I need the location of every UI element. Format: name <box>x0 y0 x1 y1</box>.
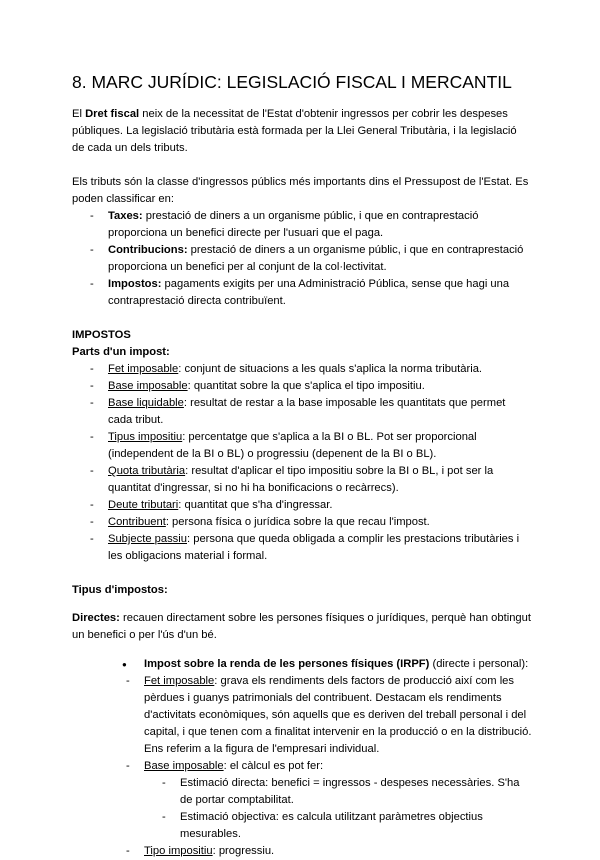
intro-post: neix de la necessitat de l'Estat d'obtenir ingressos per cobrir les despeses públiques. La legislació tributària està formada per la Llei General Tributària, i la legislació de cada un dels tributs. <box>72 108 517 154</box>
list-item <box>72 395 532 429</box>
term: Directes: <box>72 612 120 624</box>
definition: : quantitat sobre la que s'aplica el tipo impositiu. <box>187 380 425 392</box>
list-item <box>72 378 532 395</box>
impostos-heading <box>72 327 532 344</box>
heading-text: IMPOSTOS <box>72 329 131 341</box>
intro-pre: El <box>72 108 86 120</box>
heading-text: Parts d'un impost: <box>72 346 170 358</box>
parts-list <box>72 361 532 565</box>
definition: pagaments exigits per una Administració Pública, sense que hagi una contraprestació directa contribuïent. <box>108 278 510 307</box>
term: Impostos: <box>108 278 162 290</box>
term: Base imposable <box>144 760 224 772</box>
heading-text: Tipus d'impostos: <box>72 584 168 596</box>
list-item <box>72 276 532 310</box>
term: Quota tributària <box>108 465 186 477</box>
list-item <box>72 673 532 758</box>
list-item <box>72 843 532 860</box>
term: Tipus impositiu <box>108 431 183 443</box>
document-page <box>72 70 532 860</box>
definition: : percentatge que s'aplica a la BI o BL. Pot ser proporcional (independent de la BI o BL) o progressiu (depenent de la BI o BL). <box>108 431 477 460</box>
term: Base liquidable <box>108 397 184 409</box>
definition: : resultat d'aplicar el tipo impositiu sobre la BI o BL, i pot ser la quantitat d'ingressar, si no hi ha bonificacions o recàrrecs). <box>108 465 494 494</box>
definition: : progressiu. <box>212 845 275 857</box>
definition: (directe i personal): <box>429 658 529 670</box>
irpf-list <box>72 656 532 860</box>
list-item <box>72 497 532 514</box>
list-item <box>72 463 532 497</box>
parts-heading <box>72 344 532 361</box>
definition: : quantitat que s'ha d'ingressar. <box>178 499 333 511</box>
tipus-heading <box>72 582 532 599</box>
list-item <box>72 514 532 531</box>
list-item <box>72 242 532 276</box>
list-item: - Estimació directa: benefici = ingressos - despeses necessàries. S'ha de portar comptabilitat. <box>72 775 532 809</box>
list-item <box>72 361 532 378</box>
list-item: - Estimació objectiva: es calcula utilitzant paràmetres objectius mesurables. <box>72 809 532 843</box>
term: Taxes: <box>108 210 143 222</box>
term: Tipo impositiu <box>144 845 213 857</box>
intro-bold-term: Dret fiscal <box>85 108 140 120</box>
list-item <box>72 758 532 775</box>
list-item <box>72 531 532 565</box>
term: Base imposable <box>108 380 188 392</box>
term: Subjecte passiu <box>108 533 187 545</box>
definition: recauen directament sobre les persones físiques o jurídiques, perquè han obtingut un benefici o per l'ús d'un bé. <box>72 612 531 641</box>
intro-paragraph <box>72 106 532 157</box>
tributs-paragraph: Els tributs són la classe d'ingressos públics més importants dins el Pressupost de l'Estat. Es poden classificar en: <box>72 176 529 205</box>
term: Fet imposable <box>144 675 215 687</box>
term: Contribucions: <box>108 244 188 256</box>
definition: : persona que queda obligada a complir les prestacions tributàries i les obligacions material i formal. <box>108 533 520 562</box>
definition: : conjunt de situacions a les quals s'aplica la norma tributària. <box>178 363 483 375</box>
definition: : grava els rendiments dels factors de producció així com les pèrdues i guanys patrimonials del contribuent. Destacam els rendiments d'activitats econòmiques, són aquells que es deriven del treball personal i del capital, i que tenen com a finalitat intervenir en la producció o en la distribució. Ens referim a la figura de l'empresari individual. <box>144 675 532 755</box>
directes-paragraph <box>72 610 532 644</box>
term: Contribuent <box>108 516 166 528</box>
list-item <box>72 429 532 463</box>
definition: : persona física o jurídica sobre la que recau l'impost. <box>165 516 430 528</box>
definition: : el càlcul es pot fer: <box>223 760 324 772</box>
definition: : resultat de restar a la base imposable les quantitats que permet cada tribut. <box>108 397 506 426</box>
bullet-item-irpf <box>72 656 532 673</box>
document-title: 8. MARC JURÍDIC: LEGISLACIÓ FISCAL I MERCANTIL <box>72 72 512 92</box>
term: Impost sobre la renda de les persones físiques (IRPF) <box>144 658 430 670</box>
definition: prestació de diners a un organisme públic, i que en contraprestació proporciona un benefici directe per l'usuari que el paga. <box>108 210 479 239</box>
term: Fet imposable <box>108 363 179 375</box>
term: Deute tributari <box>108 499 179 511</box>
definition: prestació de diners a un organisme públic, i que en contraprestació proporciona un benefici per al conjunt de la col·lectivitat. <box>108 244 524 273</box>
list-item <box>72 208 532 242</box>
tributs-list <box>72 208 532 310</box>
